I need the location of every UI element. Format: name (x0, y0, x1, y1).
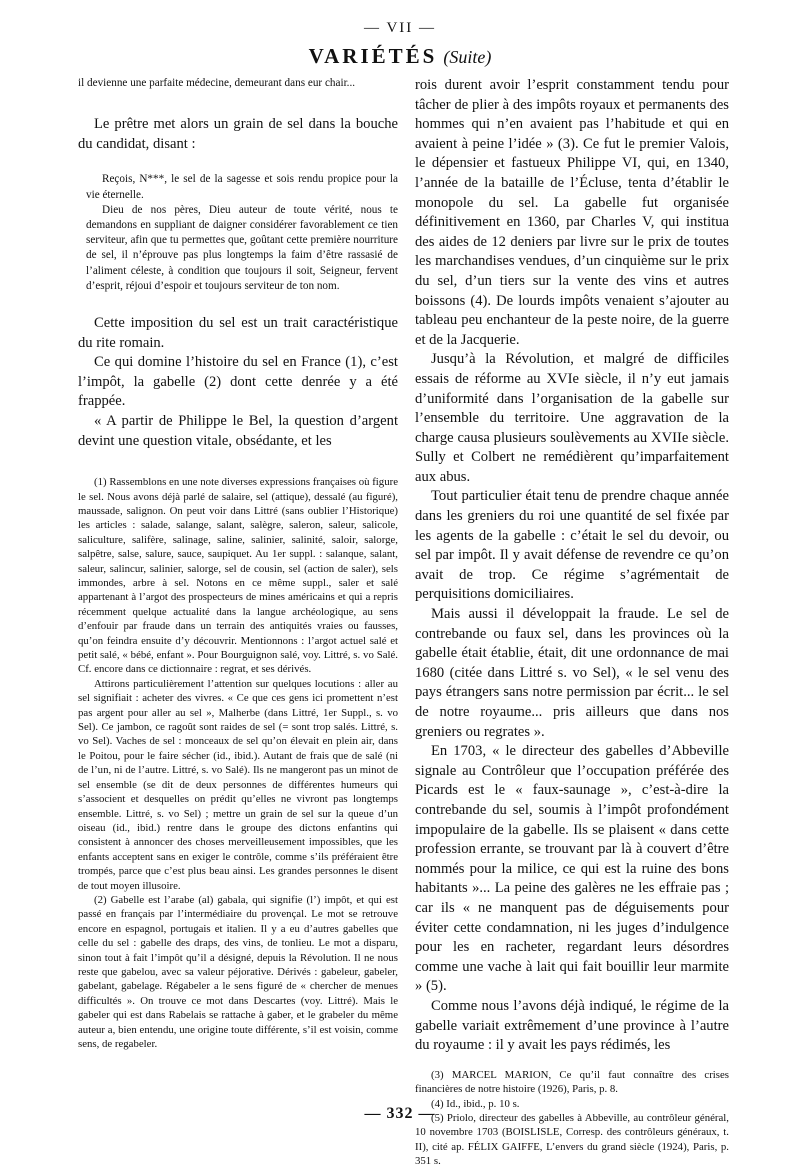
body-paragraph: Tout particulier était tenu de prendre chaque année dans les greniers du roi une quantité de sel fixée par les agents de la gabelle : c’était le sel du devoir, ou sel par impôt. Il y avait défense de revendre ce qu’on avait de trop. Ce régime s’agrémentait de perquisitions domiciliaires. (415, 488, 729, 603)
footnote: (5) Priolo, directeur des gabelles à Abbeville, au contrôleur général, 10 novembre 1703 (BOISLISLE, Corresp. des contrôleurs généraux, t. II), cité ap. FÉLIX GAIFFE, L’envers du grand siècle (1924), Paris, p. 351 s. (415, 1111, 729, 1168)
carryover-text: il devienne une parfaite médecine, demeurant dans eur chair... (78, 77, 356, 89)
prayer-line: Dieu de nos pères, Dieu auteur de toute vérité, nous te demandons en suppliant de daigner considérer favorablement ce tien serviteur, afin que tu permettes que, goûtant cette première nourriture de sel, il n’éprouve pas plus longtemps la faim d’être rassasié de l’aliment céleste, à condition que toujours il soit, Seigneur, fervent d’esprit, réjoui d’espoir et toujours serviteur de ton nom. (86, 203, 398, 292)
right-column (415, 76, 729, 1169)
body-paragraph: « A partir de Philippe le Bel, la question d’argent devint une question vitale, obsédante, et les (78, 412, 398, 449)
prayer-line: Reçois, N***, le sel de la sagesse et sois rendu propice pour la vie éternelle. (86, 173, 398, 201)
body-paragraph: En 1703, « le directeur des gabelles d’Abbeville signale au Contrôleur que l’occupation préférée des Picards est le « faux-saunage », c’est-à-dire la contrebande du sel, soumis à l’impôt profondément impopulaire de la gabelle. Ils se plaisent « dans cette profession errante, se trouvant par là à couvert d’être nommés pour la milice, ce qui est la ruine des bons habitants »... La peine des galères ne les effraie pas ; car ils « ne manquent pas de déguisements pour éviter cette condamnation, ni les juges d’indulgence pour les en racheter, regardant leurs désordres comme une vache à lait qui fait bouillir leur marmite » (5). (415, 743, 729, 995)
section-subtitle: (Suite) (443, 47, 492, 67)
section-header (0, 44, 800, 69)
left-column (78, 76, 398, 1051)
prayer-quote (78, 172, 398, 294)
intro-paragraph: Le prêtre met alors un grain de sel dans la bouche du candidat, disant : (78, 116, 398, 152)
footnote: (2) Gabelle est l’arabe (al) gabala, qui signifie (l’) impôt, et qui est passé en français par l’intermédiaire du provençal. Le mot se retrouve encore en espagnol, portugais et italien. Il y a eu d’autres gabelles que celle du sel : gabelle des draps, des vins, de tonlieu. Le mot a disparu, sinon tout à fait l’impôt qu’il a désigné, depuis la Révolution. Il ne nous reste que gabelou, avec sa valeur péjorative. Dérivés : gabeleur, gabeler, gabelant, gabelage. Régabeler a le sens figuré de « chercher de menues difficultés ». On trouve ce mot dans Descartes (voy. Littré). Mais le gabeler qui est dans Rabelais se rattache à gaber, et le grabeler du même auteur a, bien entendu, une origine toute différente, s’il est voisin, comme sens, de regabeler. (78, 893, 398, 1051)
footnote: (4) Id., ibid., p. 10 s. (431, 1097, 520, 1110)
body-paragraph: Cette imposition du sel est un trait caractéristique du rite romain. (78, 315, 398, 351)
footnote: Attirons particulièrement l’attention sur quelques locutions : aller au sel signifiait : acheter des vivres. « Ce que ces gens ici promettent n’est pas argent pour aller au sel », Malherbe (dans Littré, 1er Suppl., s. vo Sel). Ce jambon, ce ragoût sont raides de sel (= sont trop salés. Littré, s. vo Sel). Vaches de sel : monceaux de sel qu’on élevait en plein air, dans le Poitou, pour le faire sécher (id., ibid.). Autant de frais que de salé (ni de l’un, ni de l’autre. Littré, s. vo Salé). Ils ne mangeront pas un minot de sel ensemble (se dit de deux personnes de différentes humeurs qui s’associent et desquelles on prédit qu’elles ne vivront pas longtemps ensemble. Littré, s. vo Sel) ; mettre un grain de sel sur la queue d’un oiseau (id., ibid.) rentre dans le groupe des dictons enfantins qui consistent à annoncer des choses merveilleusement impossibles, que les enfants acceptent sans en exiger le contrôle, comme s’ils préféraient être trompés, parce que c’est plus beau ainsi. Les grandes personnes le disent de tout moyen illusoire. (78, 677, 398, 892)
footnote: (3) MARCEL MARION, Ce qu’il faut connaître des crises financières de notre histoire (1926), Paris, p. 8. (415, 1068, 729, 1096)
section-title: VARIÉTÉS (308, 44, 438, 68)
body-paragraph: Ce qui domine l’histoire du sel en France (1), c’est l’impôt, la gabelle (2) dont cette denrée y a été frappée. (78, 354, 398, 410)
body-paragraph: rois durent avoir l’esprit constamment tendu pour tâcher de plier à des impôts royaux et permanents des hommes qui n’en avaient pas l’habitude et qui en avaient à peine l’idée » (3). Ce fut le premier Valois, le dépensier et fastueux Philippe VI, qui, en 1340, l’année de la bataille de l’Écluse, tenta d’établir le monopole du sel. La gabelle fut organisée définitivement en 1360, par Charles V, qui institua des aides de 12 deniers par livre sur le prix de toutes les marchandises vendues, d’un cinquième sur le prix du sel, d’un tiers sur la vente des vins et autres boissons (4). De lourds impôts venaient s’ajouter au tableau peu enchanteur de la peste noire, de la guerre et de la Jacquerie. (415, 77, 729, 348)
left-footnotes (78, 475, 398, 1051)
page-roman-numeral: — VII — (363, 20, 437, 36)
body-paragraph: Comme nous l’avons déjà indiqué, le régime de la gabelle variait extrêmement d’une province à l’autre du royaume : il y avait les pays rédimés, les (415, 997, 729, 1054)
page-number: — 332 — (364, 1105, 436, 1122)
body-paragraph: Mais aussi il développait la fraude. Le sel de contrebande ou faux sel, dans les provinces où la gabelle était établie, était, dit une ordonnance de mai 1680 (citée dans Littré s. vo Sel), « le sel venu des pays étrangers sans notre permission par écrit... le sel de notre royaume... pris ailleurs que dans nos greniers ou regrates ». (415, 606, 729, 740)
body-paragraph: Jusqu’à la Révolution, et malgré de difficiles essais de réforme au XVIe siècle, il n’y eut jamais d’uniformité dans l’organisation de la gabelle sur l’ensemble du territoire. Une aggravation de la charge causa plusieurs soulèvements au XVIIe siècle. Sully et Colbert ne remédièrent qu’imparfaitement aux abus. (415, 351, 729, 485)
footnote: (1) Rassemblons en une note diverses expressions françaises où figure le sel. Nous avons déjà parlé de salaire, sel (attique), dessalé (au figuré), maussade, salignon. On peut voir dans Littré (sans oublier l’Historique) les articles : salade, salange, salant, salègre, saleron, saleur, salicole, saliculture, salifère, salinage, saline, salinier, salinité, saloir, salorge, salpêtre, salse, salure, sauce, saupiquet. Au 1er suppl. : salanque, salant, saleur, salincur, salinier, salorge, sel de cousin, sel (action de saler), sels immondes, arbre à sel. Notons en ce même suppl., saler et salé appartenant à l’argot des prospecteurs de mines américains et qui a repris récemment quelque actualité dans la langue archéologique, au sens d’enfouir par fraude dans un terrain des antiquités vraies ou fausses, qu’on feindra ensuite d’y découvrir. Mentionnons : l’argot actuel salé et petit salé, « bébé, enfant ». Pour Bourguignon salé, voy. Littré, s. vo Salé. Cf. encore dans ce dictionnaire : regrat, et ses dérivés. (78, 476, 398, 676)
